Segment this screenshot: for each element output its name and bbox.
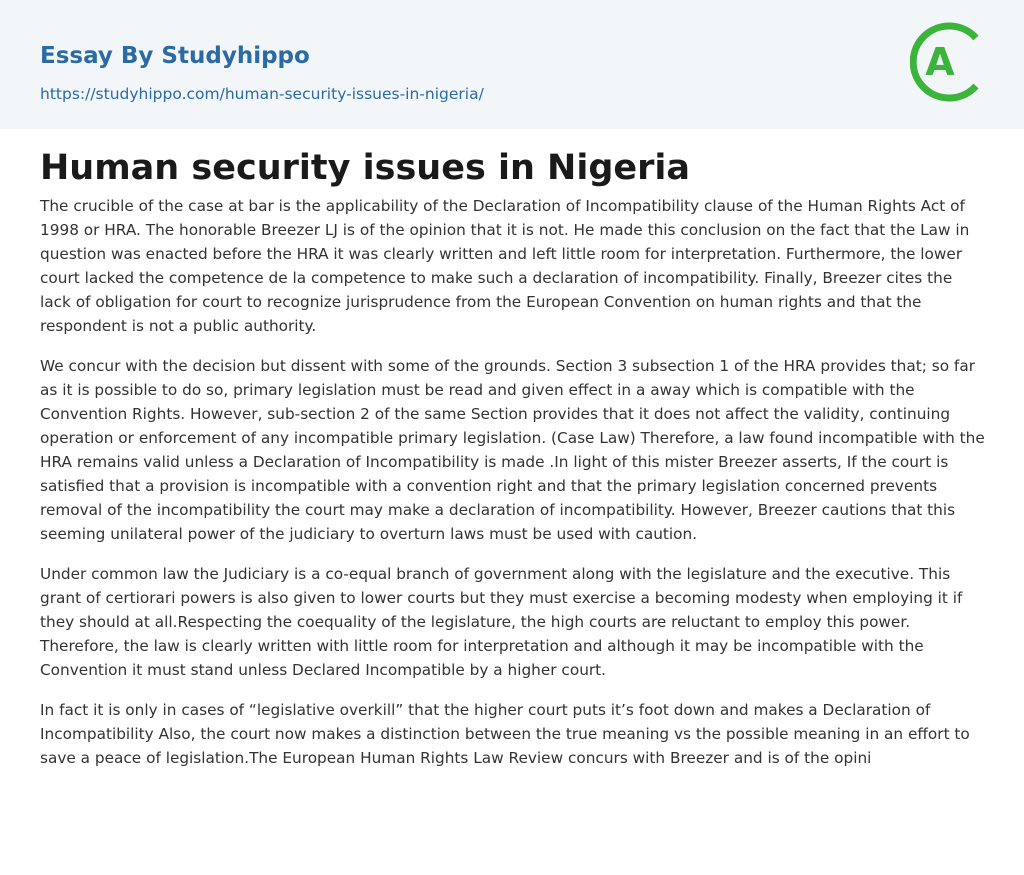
studyhippo-logo-icon[interactable] [910, 17, 988, 107]
site-header [0, 0, 1024, 129]
essay-body [40, 194, 985, 786]
essay-paragraph: We concur with the decision but dissent with some of the grounds. Section 3 subsection 1 of the HRA provides that; so far as it is possible to do so, primary legislation must be read and given effect in a away which is compatible with the Convention Rights. However, sub-section 2 of the same Section provides that it does not affect the validity, continuing operation or enforcement of any incompatible primary legislation. (Case Law) Therefore, a law found incompatible with the HRA remains valid unless a Declaration of Incompatibility is made .In light of this mister Breezer asserts, If the court is satisfied that a provision is incompatible with a convention right and that the primary legislation concerned prevents removal of the incompatibility the court may make a declaration of incompatibility. However, Breezer cautions that this seeming unilateral power of the judiciary to overturn laws must be used with caution. [40, 357, 985, 543]
essay-paragraph: Under common law the Judiciary is a co-equal branch of government along with the legislature and the executive. This grant of certiorari powers is also given to lower courts but they must exercise a becoming modesty when employing it if they should at all.Respecting the coequality of the legislature, the high courts are reluctant to employ this power. Therefore, the law is clearly written with little room for interpretation and although it may be incompatible with the Convention it must stand unless Declared Incompatible by a higher court. [40, 565, 963, 679]
essay-paragraph: In fact it is only in cases of “legislative overkill” that the higher court puts it’s foot down and makes a Declaration of Incompatibility Also, the court now makes a distinction between the true meaning vs the possible meaning in an effort to save a peace of legislation.The European Human Rights Law Review concurs with Breezer and is of the opini [40, 701, 970, 767]
essay-url-link[interactable]: https://studyhippo.com/human-security-issues-in-nigeria/ [40, 85, 484, 103]
logo-letter: A [925, 40, 955, 84]
page-title: Human security issues in Nigeria [40, 148, 691, 188]
brand-title[interactable]: Essay By Studyhippo [40, 43, 310, 69]
essay-paragraph: The crucible of the case at bar is the applicability of the Declaration of Incompatibility clause of the Human Rights Act of 1998 or HRA. The honorable Breezer LJ is of the opinion that it is not. He made this conclusion on the fact that the Law in question was enacted before the HRA it was clearly written and left little room for interpretation. Furthermore, the lower court lacked the competence de la competence to make such a declaration of incompatibility. Finally, Breezer cites the lack of obligation for court to recognize jurisprudence from the European Convention on human rights and that the respondent is not a public authority. [40, 197, 970, 335]
